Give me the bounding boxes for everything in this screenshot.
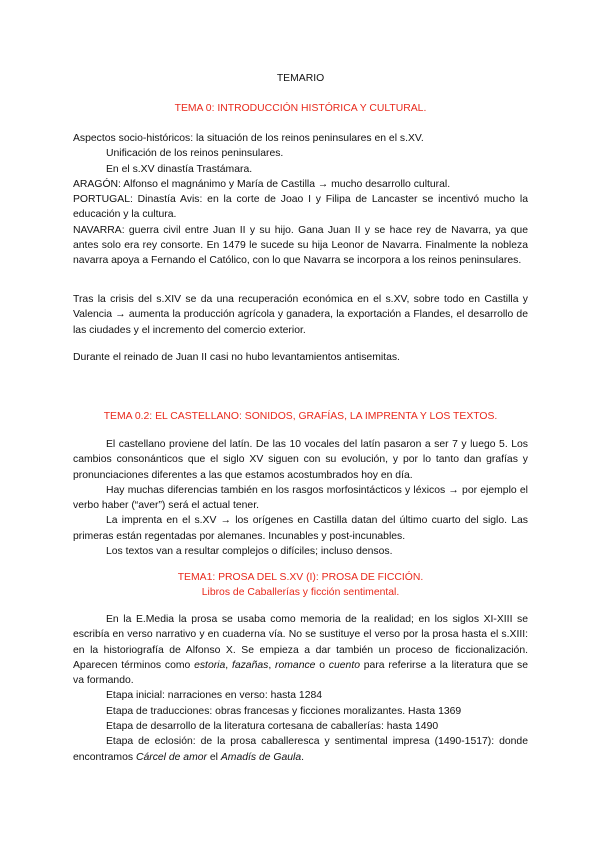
paragraph: Los textos van a resultar complejos o difíciles; incluso densos. bbox=[106, 546, 393, 558]
paragraph: En el s.XV dinastía Trastámara. bbox=[106, 163, 253, 175]
paragraph: ARAGÓN: Alfonso el magnánimo y María de Castilla → mucho desarrollo cultural. bbox=[73, 178, 451, 190]
paragraph: La imprenta en el s.XV → los orígenes en Castilla datan del último cuarto del siglo. Las primeras están regentadas por alemanes. Incunables y post-incunables. bbox=[73, 515, 528, 542]
paragraph: Unificación de los reinos peninsulares. bbox=[106, 148, 284, 160]
paragraph: Aspectos socio-históricos: la situación de los reinos peninsulares en el s.XV. bbox=[73, 133, 424, 144]
section-heading-tema0: TEMA 0: INTRODUCCIÓN HISTÓRICA Y CULTURAL. bbox=[174, 103, 427, 114]
section-heading-tema02: TEMA 0.2: EL CASTELLANO: SONIDOS, GRAFÍAS, LA IMPRENTA Y LOS TEXTOS. bbox=[103, 411, 498, 422]
section-tema02-body bbox=[73, 437, 528, 559]
document-title: TEMARIO bbox=[276, 73, 325, 84]
paragraph: PORTUGAL: Dinastía Avis: en la corte de Joao I y Filipa de Lancaster se incentivó mucho la educación y la cultura. bbox=[73, 194, 528, 221]
section-tema1-body bbox=[73, 612, 528, 765]
paragraph: Hay muchas diferencias también en los rasgos morfosintácticos y léxicos → por ejemplo el verbo haber (“aver”) será el actual tener. bbox=[73, 484, 528, 512]
section-heading-tema1 bbox=[73, 570, 528, 601]
list-item: Etapa de traducciones: obras francesas y ficciones moralizantes. Hasta 1369 bbox=[106, 705, 462, 717]
list-item: Etapa inicial: narraciones en verso: hasta 1284 bbox=[106, 690, 323, 702]
list-item: Etapa de desarrollo de la literatura cortesana de caballerías: hasta 1490 bbox=[106, 721, 439, 733]
section-subheading-line: Libros de Caballerías y ficción sentimental. bbox=[201, 587, 400, 599]
paragraph: NAVARRA: guerra civil entre Juan II y su hijo. Gana Juan II y se hace rey de Navarra, ya que antes solo era rey consorte. En 1479 le sucede su hija Leonor de Navarra. Finalmente la nobleza navarra apoya a Fernando el Católico, con lo que Navarra se incorpora a los reinos peninsulares. bbox=[73, 224, 528, 267]
paragraph: El castellano proviene del latín. De las 10 vocales del latín pasaron a ser 7 y luego 5. Los cambios consonánticos que el siglo XV siguen con su evolución, y por lo tanto dan grafías y pronunciaciones diferentes a las que estamos acostumbrados hoy en día. bbox=[73, 439, 528, 481]
section-heading-line: TEMA1: PROSA DEL S.XV (I): PROSA DE FICCIÓN. bbox=[177, 572, 424, 583]
section-tema0-body bbox=[73, 131, 528, 269]
paragraph: Tras la crisis del s.XIV se da una recuperación económica en el s.XV, sobre todo en Castilla y Valencia → aumenta la producción agrícola y ganadera, la exportación a Flandes, el desarrollo de las ciudades y el incremento del comercio exterior. bbox=[73, 294, 528, 336]
paragraph: Durante el reinado de Juan II casi no hubo levantamientos antisemitas. bbox=[73, 352, 400, 363]
paragraph: En la E.Media la prosa se usaba como memoria de la realidad; en los siglos XI-XIII se escribía en verso narrativo y en cuaderna vía. No se sustituye el verso por la prosa hasta el s.XIII: en la historiografía de Alfonso X. Se empieza a dar también un proceso de ficcionalización. Aparecen términos como estoria, fazañas, romance o cuento para referirse a la literatura que se va formando. bbox=[73, 614, 528, 687]
list-item: Etapa de eclosión: de la prosa caballeresca y sentimental impresa (1490-1517): donde encontramos Cárcel de amor el Amadís de Gaula. bbox=[73, 736, 528, 763]
